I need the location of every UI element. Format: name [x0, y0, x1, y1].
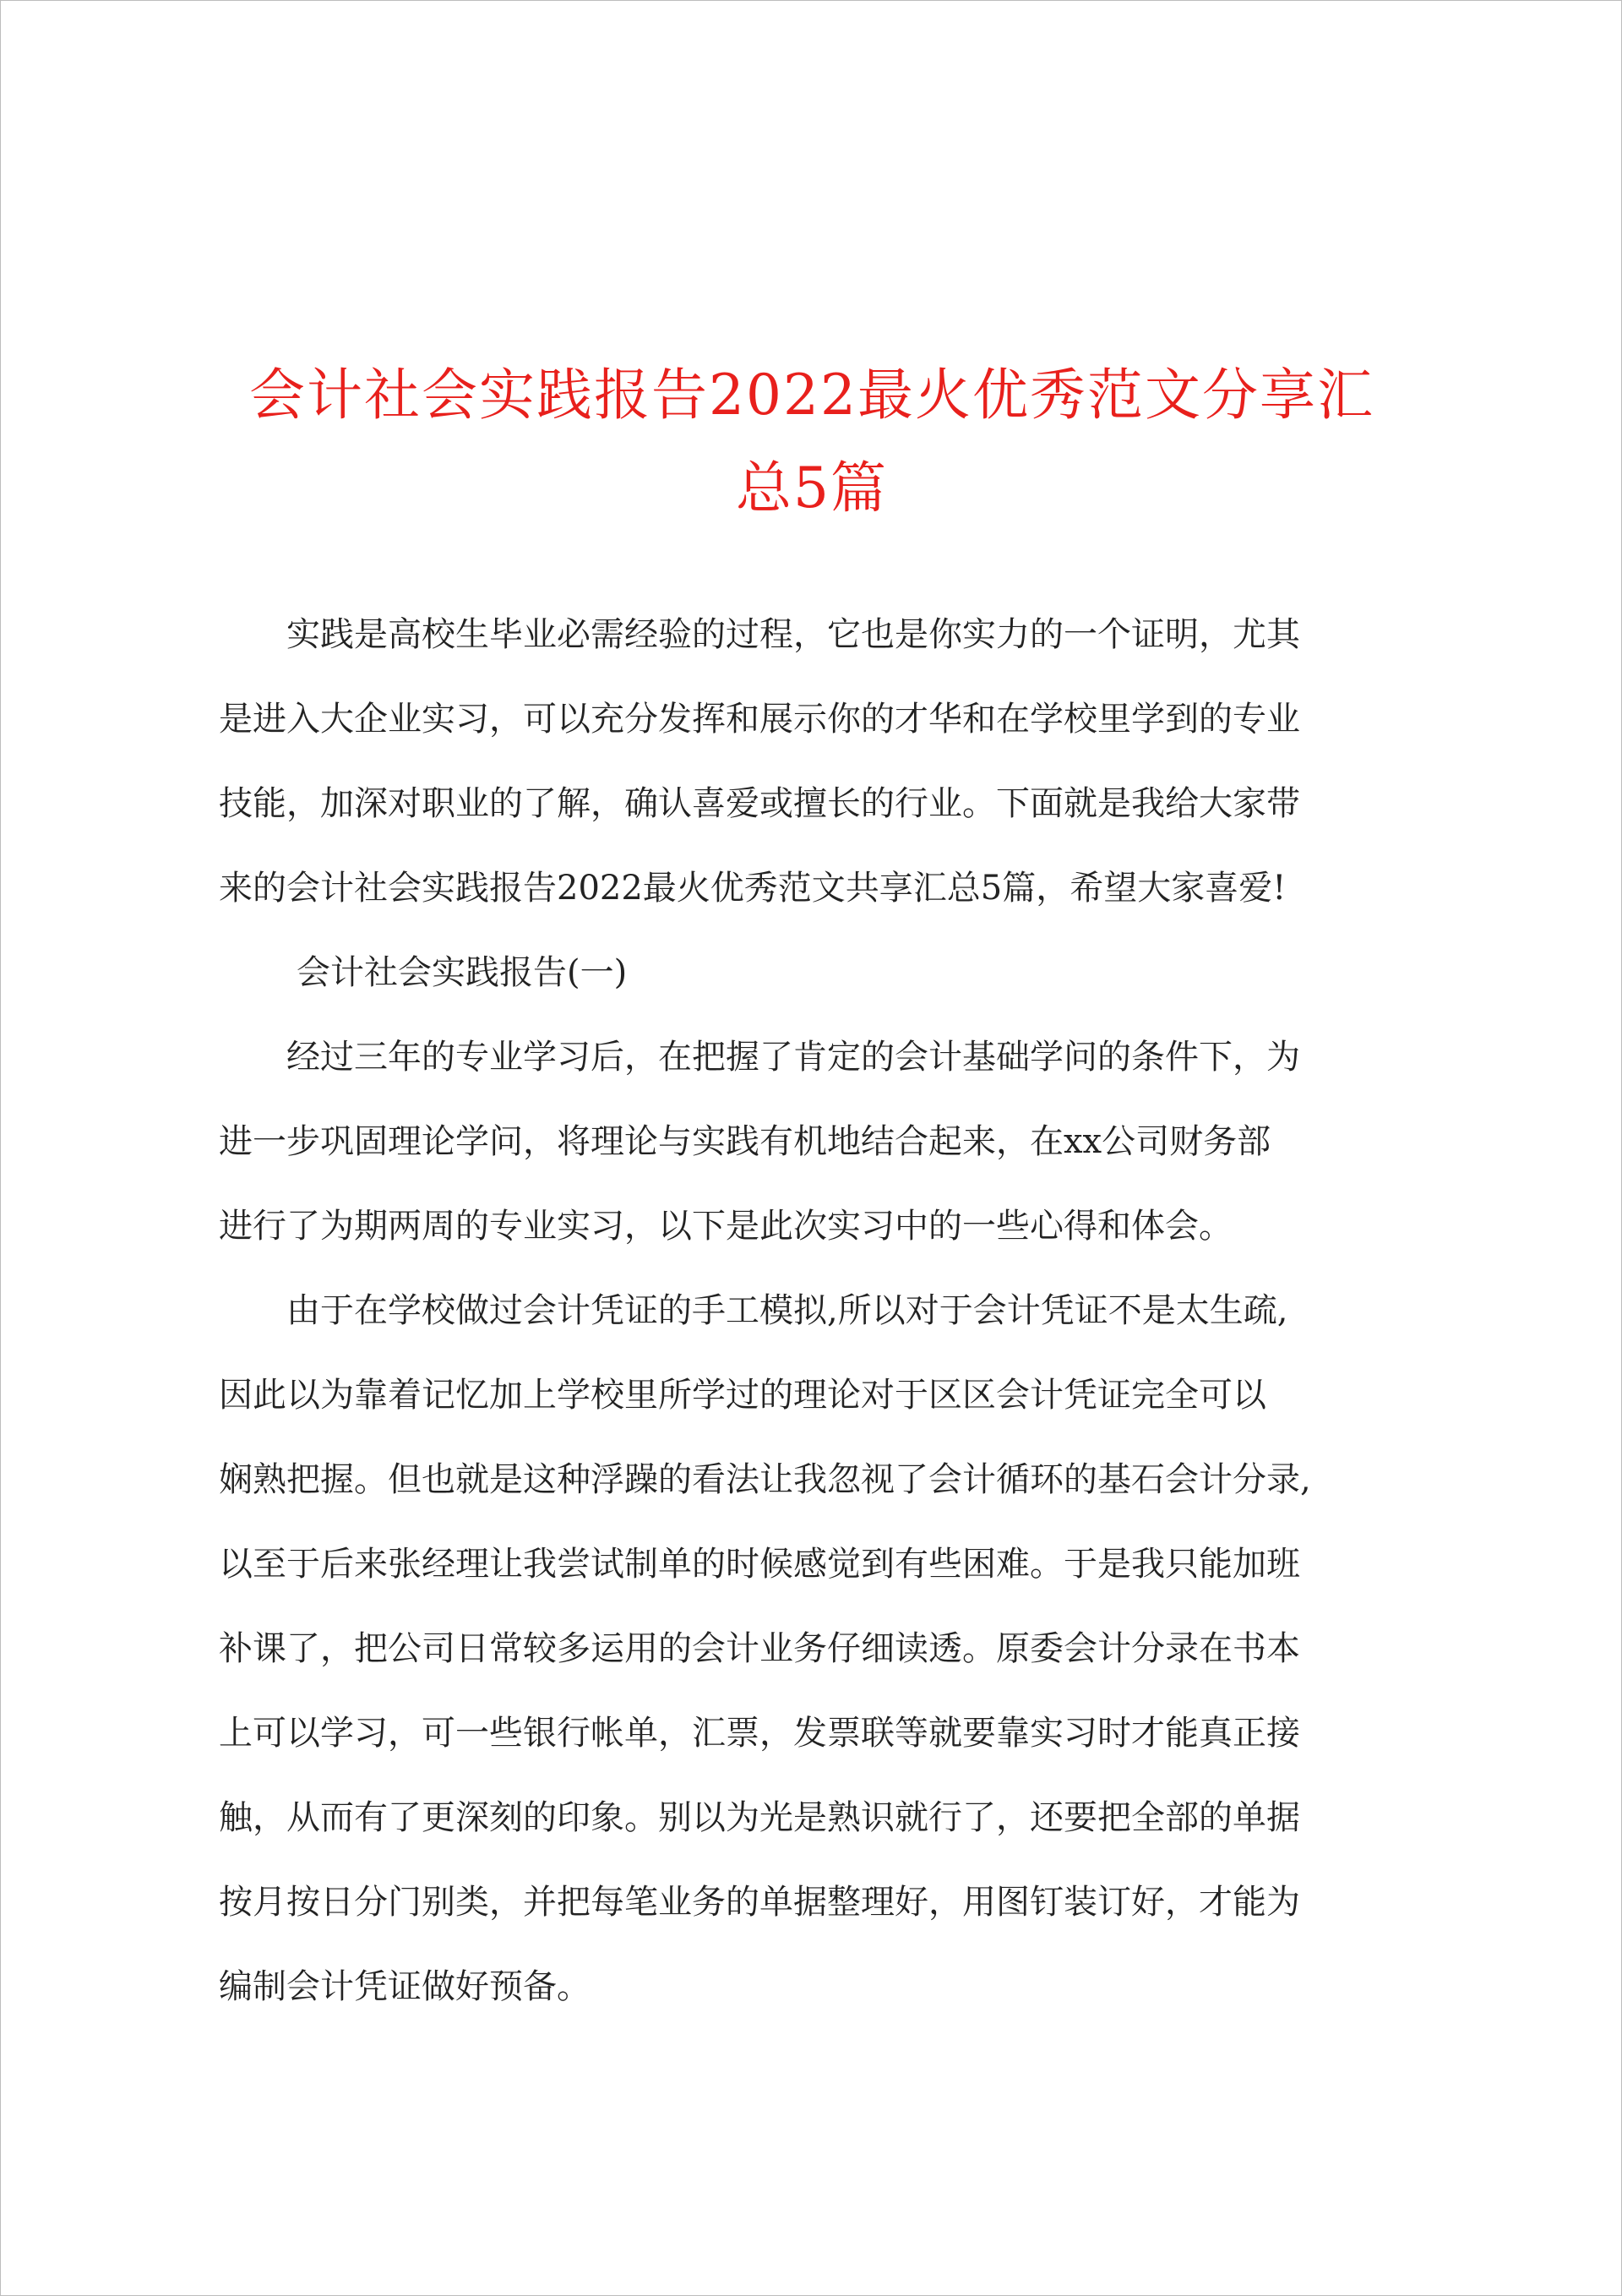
- text-line: 娴熟把握。但也就是这种浮躁的看法让我忽视了会计循环的基石会计分录,: [219, 1460, 1311, 1499]
- text-line: 实践是高校生毕业必需经验的过程，它也是你实力的一个证明，尤其: [286, 615, 1300, 654]
- document-body: [219, 592, 1418, 2029]
- text-line: 因此以为靠着记忆加上学校里所学过的理论对于区区会计凭证完全可以: [219, 1376, 1266, 1415]
- text-line: 进行了为期两周的专业实习，以下是此次实习中的一些心得和体会。: [219, 1207, 1233, 1246]
- paragraph-1: [219, 1015, 1418, 1268]
- section-heading: 会计社会实践报告(一): [297, 953, 628, 992]
- text-line: 触，从而有了更深刻的印象。别以为光是熟识就行了，还要把全部的单据: [219, 1798, 1300, 1837]
- text-line: 来的会计社会实践报告2022最火优秀范文共享汇总5篇，希望大家喜爱!: [219, 869, 1287, 908]
- text-line: 上可以学习，可一些银行帐单，汇票，发票联等就要靠实习时才能真正接: [219, 1714, 1300, 1753]
- text-line: 进一步巩固理论学问，将理论与实践有机地结合起来，在xx公司财务部: [219, 1122, 1271, 1161]
- text-line: 补课了，把公司日常较多运用的会计业务仔细读透。原委会计分录在书本: [219, 1629, 1300, 1668]
- text-line: 由于在学校做过会计凭证的手工模拟,所以对于会计凭证不是太生疏,: [286, 1291, 1288, 1330]
- text-line: 按月按日分门别类，并把每笔业务的单据整理好，用图钉装订好，才能为: [219, 1883, 1300, 1922]
- text-line: 技能，加深对职业的了解，确认喜爱或擅长的行业。下面就是我给大家带: [219, 784, 1300, 823]
- intro-paragraph: [219, 592, 1418, 930]
- paragraph-2: [219, 1268, 1418, 2029]
- text-line: 是进入大企业实习，可以充分发挥和展示你的才华和在学校里学到的专业: [219, 700, 1300, 739]
- title-line-2: 总5篇: [736, 455, 888, 521]
- text-line: 编制会计凭证做好预备。: [219, 1967, 591, 2006]
- text-line: 以至于后来张经理让我尝试制单的时候感觉到有些困难。于是我只能加班: [219, 1545, 1300, 1584]
- document-title: [136, 349, 1488, 535]
- text-line: 经过三年的专业学习后，在把握了肯定的会计基础学问的条件下，为: [286, 1038, 1300, 1077]
- title-line-1: 会计社会实践报告2022最火优秀范文分享汇: [249, 363, 1374, 428]
